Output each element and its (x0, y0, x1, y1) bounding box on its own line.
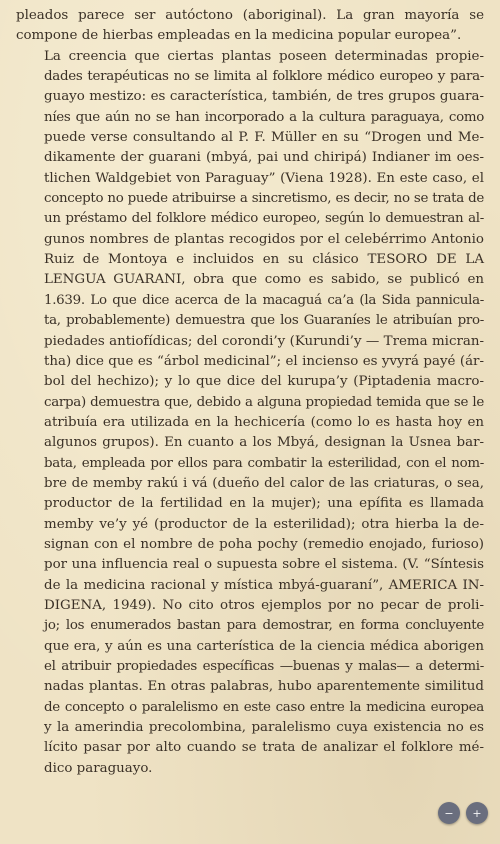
text-line: y la amerindia precolombina, paralelismo cuya existencia no es (44, 720, 484, 736)
text-line: bre de memby rakú i vá (dueño del calor de las criaturas, o sea, (44, 475, 484, 491)
text-line: puede verse consultando al P. F. Müller en su “Drogen und Me- (44, 130, 484, 146)
text-line: jo; los enumerados bastan para demostrar, en forma concluyente (44, 618, 484, 634)
text-line: Ruiz de Montoya e incluidos en su clásico TESORO DE LA (44, 252, 484, 268)
zoom-in-button[interactable] (466, 802, 488, 824)
text-line: níes que aún no se han incorporado a la cultura paraguaya, como (44, 109, 484, 125)
text-line: La creencia que ciertas plantas poseen determinadas propie- (44, 48, 484, 64)
text-line: LENGUA GUARANI, obra que como es sabido, se publicó en (44, 272, 484, 288)
minus-icon: − (444, 806, 454, 820)
plus-icon: + (472, 806, 482, 820)
text-line: dikamente der guarani (mbyá, pai und chiripá) Indianer im oes- (44, 150, 484, 166)
text-line: signan con el nombre de poha pochy (remedio enojado, furioso) (44, 536, 484, 552)
text-line: que era, y aún es una carterística de la ciencia médica aborigen (44, 638, 484, 654)
text-line: concepto no puede atribuirse a sincretismo, es decir, no se trata de (44, 191, 484, 207)
text-line: algunos grupos). En cuanto a los Mbyá, designan la Usnea bar- (44, 435, 484, 451)
text-line: DIGENA, 1949). No cito otros ejemplos por no pecar de proli- (44, 597, 484, 613)
text-line: atribuía era utilizada en la hechicería (como lo es hasta hoy en (44, 414, 484, 430)
text-line: guayo mestizo: es característica, también, de tres grupos guara- (44, 89, 484, 105)
text-line: pleados parece ser autóctono (aboriginal). La gran mayoría se (16, 8, 484, 23)
text-line: bol del hechizo); y lo que dice del kurupa’y (Piptadenia macro- (44, 374, 484, 390)
text-line: el atribuir propiedades específicas —buenas y malas— a determi- (44, 659, 484, 674)
text-line: tlichen Waldgebiet von Paraguay” (Viena 1928). En este caso, el (44, 170, 484, 186)
text-line: dico paraguayo. (44, 760, 153, 776)
text-line: dades terapéuticas no se limita al folklore médico europeo y para- (44, 69, 484, 85)
text-line: tha) dice que es “árbol medicinal”; el incienso es yvyrá payé (ár- (44, 353, 484, 369)
text-line: por una influencia real o supuesta sobre el sistema. (V. “Síntesis (44, 557, 484, 573)
text-line: de concepto o paralelismo en este caso entre la medicina europea (44, 699, 484, 715)
text-line: memby ve’y yé (productor de la esterilidad); otra hierba la de- (44, 516, 484, 532)
page-text (16, 6, 484, 779)
text-line: lícito pasar por alto cuando se trata de analizar el folklore mé- (44, 740, 484, 756)
text-line: productor de la fertilidad en la mujer); una epífita es llamada (44, 496, 484, 512)
zoom-out-button[interactable] (438, 802, 460, 824)
text-line: un préstamo del folklore médico europeo, según lo demuestran al- (44, 211, 484, 227)
text-line: de la medicina racional y mística mbyá-guaraní”, AMERICA IN- (44, 577, 484, 593)
text-line: bata, empleada por ellos para combatir la esterilidad, con el nom- (44, 455, 484, 471)
text-line: ta, probablemente) demuestra que los Guaraníes le atribuían pro- (44, 313, 484, 329)
text-line: gunos nombres de plantas recogidos por el celebérrimo Antonio (44, 231, 484, 247)
text-line: 1.639. Lo que dice acerca de la macaguá ca’a (la Sida pannicula- (44, 292, 484, 308)
text-line: compone de hierbas empleadas en la medicina popular europea”. (16, 28, 462, 44)
text-line: piedades antiofídicas; del corondi’y (Kurundi’y — Trema micran- (44, 333, 484, 349)
paragraph (16, 47, 484, 779)
paragraph (16, 6, 484, 47)
text-line: carpa) demuestra que, debido a alguna propiedad temida que se le (44, 394, 484, 410)
text-line: nadas plantas. En otras palabras, hubo aparentemente similitud (44, 679, 484, 695)
